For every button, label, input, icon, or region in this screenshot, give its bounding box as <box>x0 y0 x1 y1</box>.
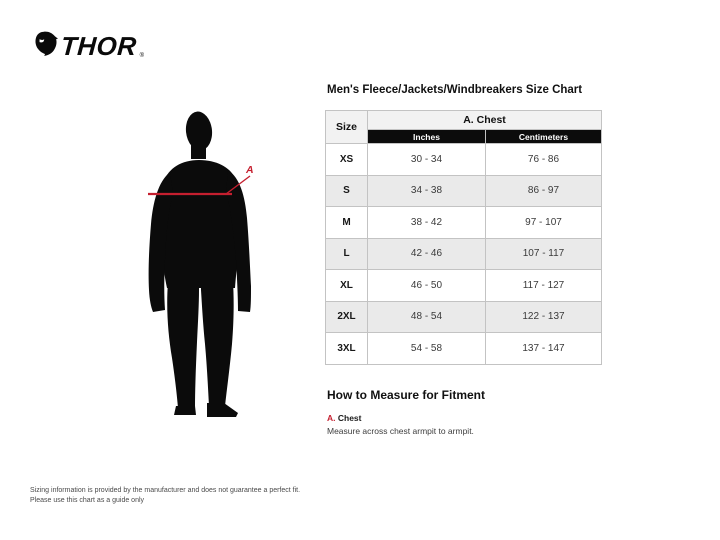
how-to-measure-section <box>327 388 601 436</box>
table-row <box>326 207 602 239</box>
male-silhouette-figure <box>140 110 256 422</box>
body-silhouette <box>149 110 251 417</box>
centimeters-value: 122 - 137 <box>486 301 602 333</box>
size-chart-panel <box>325 84 601 436</box>
size-label: L <box>326 238 368 270</box>
centimeters-value: 97 - 107 <box>486 207 602 239</box>
centimeters-value: 86 - 97 <box>486 175 602 207</box>
size-column-header: Size <box>326 111 368 144</box>
size-chart-table <box>325 110 602 365</box>
disclaimer-line: Sizing information is provided by the manufacturer and does not guarantee a perfect fit. <box>30 487 301 494</box>
thor-logo <box>34 30 144 61</box>
chest-column-header: A. Chest <box>368 111 602 130</box>
inches-value: 30 - 34 <box>368 144 486 176</box>
disclaimer-text <box>30 486 300 506</box>
centimeters-value: 117 - 127 <box>486 270 602 302</box>
measure-item-letter: A. <box>327 412 336 423</box>
inches-value: 54 - 58 <box>368 333 486 365</box>
table-row <box>326 301 602 333</box>
measure-item-description: Measure across chest armpit to armpit. <box>327 425 474 436</box>
inches-value: 34 - 38 <box>368 175 486 207</box>
table-row <box>326 144 602 176</box>
centimeters-value: 107 - 117 <box>486 238 602 270</box>
size-label: XS <box>326 144 368 176</box>
inches-value: 46 - 50 <box>368 270 486 302</box>
size-label: 3XL <box>326 333 368 365</box>
size-label: XL <box>326 270 368 302</box>
size-label: S <box>326 175 368 207</box>
inches-value: 48 - 54 <box>368 301 486 333</box>
how-to-measure-heading: How to Measure for Fitment <box>327 387 486 402</box>
centimeters-value: 76 - 86 <box>486 144 602 176</box>
centimeters-column-header: Centimeters <box>486 130 602 144</box>
disclaimer-line: Please use this chart as a guide only <box>30 497 145 504</box>
table-row <box>326 175 602 207</box>
table-row <box>326 333 602 365</box>
table-row <box>326 270 602 302</box>
measure-item-chest <box>327 413 601 436</box>
size-chart-title: Men's Fleece/Jackets/Windbreakers Size Chart <box>327 84 583 96</box>
chest-marker-label: A <box>246 164 254 176</box>
inches-value: 42 - 46 <box>368 238 486 270</box>
size-label: M <box>326 207 368 239</box>
measure-item-title <box>327 413 601 423</box>
table-row <box>326 238 602 270</box>
thor-helmet-icon <box>34 30 58 61</box>
inches-column-header: Inches <box>368 130 486 144</box>
logo-text: THOR <box>59 30 138 61</box>
registered-mark: ® <box>139 53 145 59</box>
measure-item-name: Chest <box>337 412 362 423</box>
centimeters-value: 137 - 147 <box>486 333 602 365</box>
size-label: 2XL <box>326 301 368 333</box>
inches-value: 38 - 42 <box>368 207 486 239</box>
